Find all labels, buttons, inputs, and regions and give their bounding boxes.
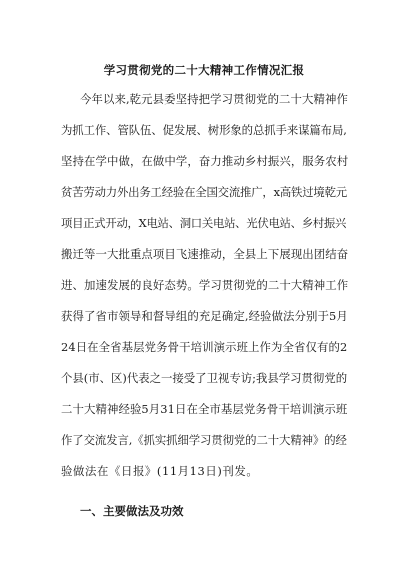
paragraph-line: 24日在全省基层党务骨干培训演示班上作为全省仅有的2	[61, 340, 348, 354]
paragraph-line: 搬迁等一大批重点项目飞速推动，全县上下展现出团结奋	[61, 247, 349, 261]
paragraph-line: 验做法在《日报》(11月13日)刊发。	[61, 464, 259, 478]
paragraph-line: 贫苦劳动力外出务工经验在全国交流推广，x高铁过境乾元	[61, 185, 347, 199]
paragraph-line: 二十大精神经验5月31日在全市基层党务骨干培训演示班	[61, 402, 348, 416]
paragraph-line: 获得了省市领导和督导组的充足确定,经验做法分别于5月	[61, 309, 348, 323]
paragraph-line: 进、加速发展的良好态势。学习贯彻党的二十大精神工作	[61, 278, 349, 292]
paragraph-line: 项目正式开动，X电站、洞口关电站、光伏电站、乡村振兴	[61, 216, 347, 230]
paragraph-line: 为抓工作、管队伍、促发展、树形象的总抓手来谋篇布局,	[61, 123, 347, 137]
section-heading: 一、主要做法及功效	[80, 504, 184, 518]
paragraph-line: 个县(市、区)代表之一接受了卫视专访;我县学习贯彻党的	[61, 371, 348, 385]
paragraph-line: 坚持在学中做，在做中学，奋力推动乡村振兴，服务农村	[61, 154, 349, 168]
paragraph-line: 今年以来,乾元县委坚持把学习贯彻党的二十大精神作	[80, 92, 349, 106]
paragraph-line: 作了交流发言,《抓实抓细学习贯彻党的二十大精神》的经	[61, 433, 347, 447]
document-title: 学习贯彻党的二十大精神工作情况汇报	[103, 63, 305, 77]
